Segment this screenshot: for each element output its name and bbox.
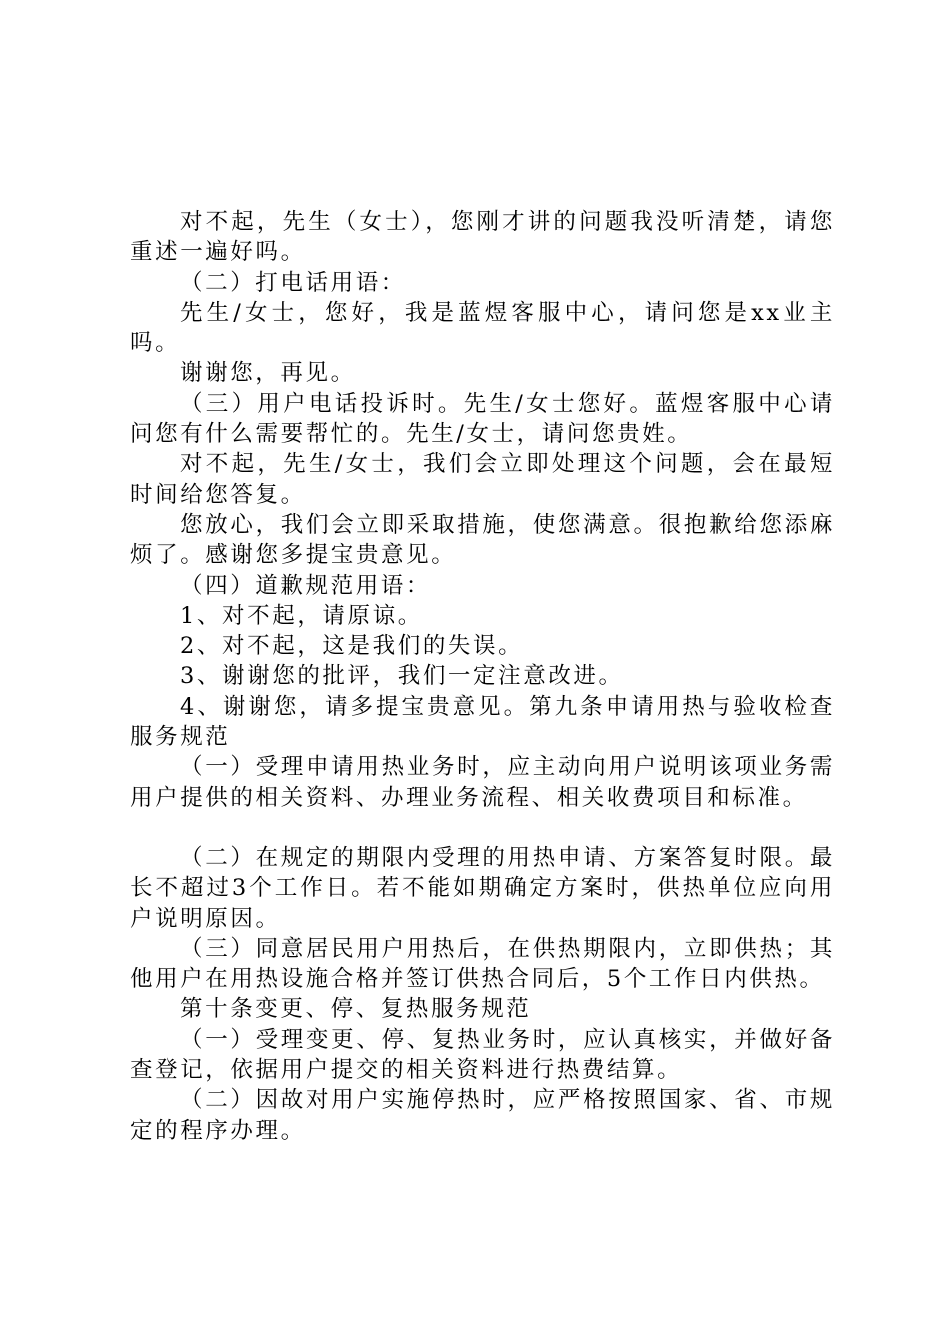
list-item-apology-2: 2、对不起，这是我们的失误。	[180, 633, 524, 660]
paragraph-complaint-call: （三）用户电话投诉时。先生/女士您好。蓝煜客服中心请问您有什么需要帮忙的。先生/女士，请问您贵姓。	[130, 390, 835, 448]
paragraph-reassure: 您放心，我们会立即采取措施，使您满意。很抱歉给您添麻烦了。感谢您多提宝贵意见。	[130, 511, 835, 569]
paragraph-thanks-goodbye: 谢谢您，再见。	[180, 360, 356, 387]
paragraph-time-limit: （二）在规定的期限内受理的用热申请、方案答复时限。最长不超过3个工作日。若不能如期确定方案时，供热单位应向用户说明原因。	[130, 844, 835, 932]
paragraph-phone-greeting: 先生/女士，您好，我是蓝煜客服中心，请问您是xx业主吗。	[130, 299, 835, 357]
heading-phone-phrases: （二）打电话用语：	[180, 269, 406, 296]
paragraph-handle-immediately: 对不起，先生/女士，我们会立即处理这个问题，会在最短时间给您答复。	[130, 451, 835, 508]
document-body	[130, 207, 835, 1146]
list-item-apology-1: 1、对不起，请原谅。	[180, 602, 423, 629]
list-item-apology-4: 4、谢谢您，请多提宝贵意见。第九条申请用热与验收检查服务规范	[130, 693, 835, 751]
paragraph-accept-application: （一）受理申请用热业务时，应主动向用户说明该项业务需用户提供的相关资料、办理业务流程、相关收费项目和标准。	[130, 754, 835, 811]
heading-apology-phrases: （四）道歉规范用语：	[180, 572, 432, 599]
heading-article-ten: 第十条变更、停、复热服务规范	[180, 996, 532, 1023]
paragraph-stop-procedure: （二）因故对用户实施停热时，应严格按照国家、省、市规定的程序办理。	[130, 1087, 835, 1144]
list-item-apology-3: 3、谢谢您的批评，我们一定注意改进。	[180, 663, 624, 690]
paragraph-supply-heat: （三）同意居民用户用热后，在供热期限内，立即供热；其他用户在用热设施合格并签订供热合同后，5个工作日内供热。	[130, 935, 835, 993]
paragraph-apology-repeat: 对不起，先生（女士），您刚才讲的问题我没听清楚，请您重述一遍好吗。	[130, 209, 835, 266]
paragraph-change-stop-resume: （一）受理变更、停、复热业务时，应认真核实，并做好备查登记，依据用户提交的相关资料进行热费结算。	[130, 1026, 835, 1084]
